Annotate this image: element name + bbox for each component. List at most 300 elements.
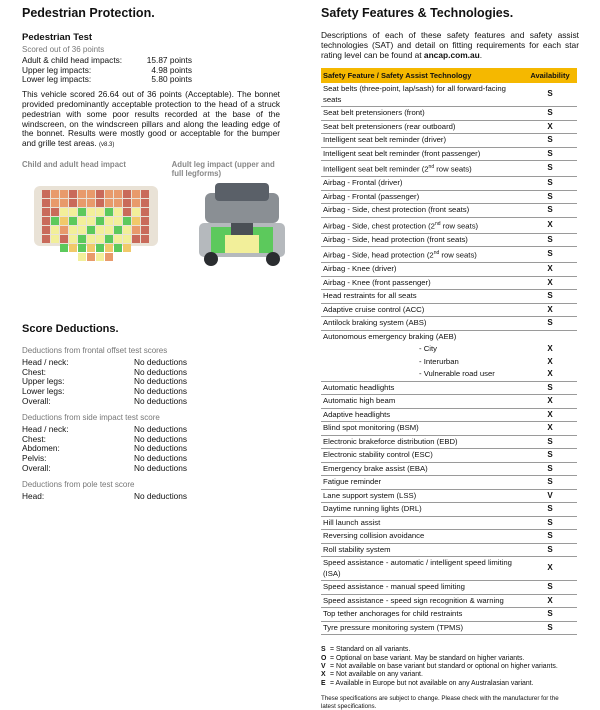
- feature-name: [321, 356, 523, 369]
- deduction-label: Head:: [22, 490, 45, 501]
- feature-name: [321, 503, 523, 517]
- feature-name: [321, 217, 523, 233]
- head-impact-cell: [60, 244, 68, 252]
- feature-text: Adaptive cruise control (ACC): [323, 304, 425, 314]
- head-impact-cell: [114, 235, 122, 243]
- availability-code: S: [523, 190, 577, 204]
- availability-code: X: [547, 356, 553, 366]
- safety-feature-row: [321, 356, 577, 369]
- deduction-value: No deductions: [134, 396, 188, 407]
- pedestrian-test-title: Pedestrian Test: [22, 32, 93, 43]
- impact-value: 5.80 points: [151, 74, 192, 85]
- feature-name: [321, 581, 523, 595]
- deduction-table: [22, 425, 187, 474]
- leg-impact-label: Adult leg impact (upper and full legforms): [171, 159, 275, 178]
- legend-code: V: [321, 663, 326, 670]
- feature-name: [321, 462, 523, 476]
- deduction-table: [22, 492, 187, 502]
- availability-code: S: [523, 516, 577, 530]
- availability-code: S: [523, 621, 577, 635]
- feature-name: [321, 161, 523, 177]
- ordinal-suffix: nd: [428, 164, 435, 170]
- head-impact-cell: [51, 235, 59, 243]
- feature-text: Daytime running lights (DRL): [323, 504, 422, 514]
- safety-features-table: [321, 68, 577, 635]
- availability-code: X: [523, 408, 577, 422]
- availability-code: X: [523, 276, 577, 290]
- feature-name: [321, 381, 523, 395]
- head-impact-cell: [96, 226, 104, 234]
- feature-text: Fatigue reminder: [323, 477, 382, 487]
- feature-text: Airbag - Side, head protection (front seats): [323, 234, 468, 244]
- left-column: [22, 6, 280, 502]
- legend-code: X: [321, 671, 326, 679]
- impact-value: 4.98 points: [151, 64, 192, 75]
- legend-code: E: [321, 679, 326, 687]
- leg-zone-adequate: [225, 235, 259, 253]
- legend-code: S: [321, 646, 326, 654]
- deduction-value: No deductions: [134, 376, 188, 387]
- legend-text: = Not available on any variant.: [330, 671, 423, 679]
- head-impact-cell: [78, 235, 86, 243]
- safety-feature-row: [321, 120, 577, 134]
- feature-name: [321, 233, 523, 247]
- head-impact-cell: [123, 244, 131, 252]
- safety-feature-row: [321, 134, 577, 148]
- impact-image-labels: [22, 160, 280, 178]
- feature-text: Antilock braking system (ABS): [323, 318, 427, 328]
- legend-text: = Not available on base variant but standard or optional on higher variants.: [330, 663, 558, 670]
- safety-feature-row: [321, 594, 577, 608]
- head-impact-cell: [78, 208, 86, 216]
- availability-code: X: [523, 395, 577, 409]
- feature-name: [321, 177, 523, 191]
- feature-name: [321, 303, 523, 317]
- deduction-value: No deductions: [134, 463, 188, 474]
- deduction-value: No deductions: [134, 453, 188, 464]
- head-impact-cell: [42, 208, 50, 216]
- feature-text: Seat belt pretensioners (front): [323, 108, 425, 117]
- feature-text: Intelligent seat belt reminder (driver): [323, 135, 447, 144]
- deduction-group-heading: Deductions from frontal offset test scores: [22, 345, 168, 355]
- head-impact-cell: [114, 244, 122, 252]
- availability-code: X: [523, 422, 577, 436]
- deduction-label: Chest:: [22, 366, 46, 377]
- head-impact-cell: [78, 190, 86, 198]
- head-impact-cell: [51, 199, 59, 207]
- feature-text: Speed assistance - automatic / intelligent speed limiting (ISA): [323, 558, 512, 578]
- feature-text: Seat belt pretensioners (rear outboard): [323, 121, 456, 131]
- head-impact-cell: [96, 190, 104, 198]
- deduction-row: [22, 464, 187, 474]
- deduction-label: Head / neck:: [22, 356, 69, 367]
- head-impact-cell: [123, 235, 131, 243]
- feature-text: - City: [419, 344, 437, 354]
- head-impact-cell: [114, 226, 122, 234]
- feature-text: Airbag - Side, chest protection (front seats): [323, 205, 470, 215]
- head-impact-cell: [96, 244, 104, 252]
- safety-feature-row: [321, 381, 577, 395]
- safety-feature-row: [321, 303, 577, 317]
- head-impact-cell: [51, 226, 59, 234]
- impact-row: [22, 75, 192, 85]
- impact-value: 15.87 points: [146, 55, 192, 65]
- head-impact-cell: [87, 235, 95, 243]
- availability-code: X: [523, 557, 577, 581]
- availability-code: S: [523, 247, 577, 263]
- head-impact-cell: [105, 244, 113, 252]
- head-impact-cell: [141, 217, 149, 225]
- feature-name: [321, 621, 523, 635]
- availability-code: S: [523, 204, 577, 218]
- availability-code: S: [523, 233, 577, 247]
- right-column: [321, 6, 579, 710]
- availability-code: X: [523, 368, 577, 381]
- safety-feature-row: [321, 408, 577, 422]
- deductions-title: Score Deductions.: [22, 322, 119, 335]
- feature-name: [321, 395, 523, 409]
- deduction-value: No deductions: [134, 366, 188, 377]
- availability-code: S: [523, 462, 577, 476]
- head-impact-cell: [87, 226, 95, 234]
- head-impact-cell: [105, 190, 113, 198]
- availability-code: S: [523, 530, 577, 544]
- deduction-value: No deductions: [134, 443, 188, 454]
- feature-text: Automatic high beam: [323, 396, 396, 406]
- head-impact-cell: [141, 190, 149, 198]
- ordinal-suffix: nd: [434, 220, 441, 227]
- feature-text-end: row seats): [440, 221, 479, 231]
- feature-text: Airbag - Knee (driver): [323, 264, 397, 274]
- impact-label: Adult & child head impacts:: [22, 55, 123, 65]
- head-impact-label: Child and adult head impact: [22, 159, 126, 169]
- head-impact-cell: [132, 235, 140, 243]
- feature-name: [321, 290, 523, 304]
- feature-name: [321, 107, 523, 121]
- safety-feature-row: [321, 543, 577, 557]
- ancap-link[interactable]: ancap.com.au: [423, 50, 480, 60]
- head-impact-cell: [51, 208, 59, 216]
- head-impact-cell: [141, 208, 149, 216]
- feature-text: Airbag - Frontal (driver): [323, 178, 403, 188]
- safety-intro-end: .: [479, 50, 483, 60]
- impact-diagrams: [22, 182, 280, 287]
- legend-text: = Optional on base variant. May be standard on higher variants.: [330, 654, 525, 662]
- availability-code: S: [523, 503, 577, 517]
- safety-feature-row: [321, 476, 577, 490]
- availability-code: S: [523, 107, 577, 121]
- availability-code: [523, 330, 577, 343]
- feature-name: [321, 608, 523, 622]
- feature-name: [321, 543, 523, 557]
- head-impact-cell: [78, 244, 86, 252]
- safety-feature-row: [321, 330, 577, 343]
- head-impact-cell: [132, 226, 140, 234]
- safety-feature-row: [321, 621, 577, 635]
- feature-name: [321, 422, 523, 436]
- head-impact-cell: [69, 208, 77, 216]
- head-impact-cell: [87, 190, 95, 198]
- safety-feature-row: [321, 343, 577, 356]
- safety-section-title: Safety Features & Technologies.: [321, 6, 514, 20]
- feature-name: [321, 276, 523, 290]
- feature-text: Blind spot monitoring (BSM): [323, 423, 419, 433]
- safety-intro-text: Descriptions of each of these safety features and safety assist technologies (SAT) and detail on fitting requirements for each star rating level can be found at: [321, 30, 579, 60]
- feature-text: - Interurban: [419, 356, 459, 366]
- feature-text: Electronic brakeforce distribution (EBD): [323, 436, 458, 446]
- feature-text: Airbag - Side, chest protection (2: [323, 221, 435, 231]
- legend-item: [321, 671, 579, 679]
- head-impact-cell: [51, 217, 59, 225]
- version-label: (v8.3): [99, 142, 115, 149]
- availability-code: S: [523, 543, 577, 557]
- deduction-label: Lower legs:: [22, 386, 65, 397]
- feature-text: Airbag - Knee (front passenger): [323, 277, 431, 287]
- head-impact-cell: [132, 217, 140, 225]
- availability-code: S: [523, 608, 577, 622]
- head-impact-cell: [123, 217, 131, 225]
- availability-code: S: [523, 476, 577, 490]
- feature-text: Roll stability system: [323, 544, 391, 554]
- safety-feature-row: [321, 368, 577, 381]
- safety-feature-row: [321, 247, 577, 263]
- deduction-value: No deductions: [134, 433, 188, 444]
- deduction-label: Overall:: [22, 396, 51, 407]
- head-impact-cell: [42, 217, 50, 225]
- head-impact-cell: [42, 190, 50, 198]
- availability-code: S: [523, 381, 577, 395]
- safety-feature-row: [321, 233, 577, 247]
- feature-name: [321, 408, 523, 422]
- legend-item: [321, 680, 579, 688]
- head-impact-cell: [105, 208, 113, 216]
- deduction-row: [22, 492, 187, 502]
- feature-text: Airbag - Frontal (passenger): [323, 191, 420, 201]
- head-impact-cell: [42, 235, 50, 243]
- availability-code: S: [523, 290, 577, 304]
- head-impact-cell: [114, 190, 122, 198]
- head-impact-cell: [123, 208, 131, 216]
- head-impact-cell: [141, 235, 149, 243]
- deduction-label: Pelvis:: [22, 453, 47, 464]
- feature-name: [321, 368, 523, 381]
- availability-code: S: [523, 317, 577, 331]
- head-impact-cell: [132, 190, 140, 198]
- safety-feature-row: [321, 190, 577, 204]
- feature-text: Seat belts (three-point, lap/sash) for all forward-facing seats: [323, 84, 506, 104]
- deduction-groups: [22, 346, 280, 502]
- feature-name: [321, 190, 523, 204]
- head-impact-cell: [60, 190, 68, 198]
- feature-text: Intelligent seat belt reminder (front passenger): [323, 148, 481, 158]
- deduction-table: [22, 358, 187, 407]
- head-impact-cell: [60, 217, 68, 225]
- safety-feature-row: [321, 557, 577, 581]
- head-impact-cell: [96, 217, 104, 225]
- head-impact-cell: [78, 199, 86, 207]
- deduction-value: No deductions: [134, 490, 188, 501]
- head-impact-cell: [105, 217, 113, 225]
- head-impact-cell: [105, 199, 113, 207]
- feature-text: Autonomous emergency braking (AEB): [323, 331, 457, 341]
- deduction-group-heading: Deductions from side impact test score: [22, 412, 160, 422]
- feature-name: [321, 204, 523, 218]
- feature-text: - Vulnerable road user: [419, 369, 495, 379]
- safety-feature-row: [321, 489, 577, 503]
- windscreen: [215, 183, 269, 201]
- head-impact-cell: [78, 217, 86, 225]
- safety-feature-row: [321, 422, 577, 436]
- deduction-group-heading: Deductions from pole test score: [22, 479, 135, 489]
- head-impact-cell: [141, 199, 149, 207]
- feature-text: Automatic headlights: [323, 382, 395, 392]
- safety-feature-row: [321, 581, 577, 595]
- head-impact-cell: [69, 244, 77, 252]
- safety-feature-row: [321, 217, 577, 233]
- feature-name: [321, 476, 523, 490]
- wheel-right: [266, 252, 280, 266]
- head-impact-cell: [51, 190, 59, 198]
- feature-text: Adaptive headlights: [323, 409, 391, 419]
- legend-item: [321, 646, 579, 654]
- safety-feature-row: [321, 263, 577, 277]
- feature-text: Top tether anchorages for child restraints: [323, 609, 463, 619]
- head-impact-cell: [96, 199, 104, 207]
- deduction-label: Overall:: [22, 463, 51, 474]
- pedestrian-summary-text: This vehicle scored 26.64 out of 36 points (Acceptable). The bonnet provided predominantly acceptable protection to the head of a struck pedestrian with some poor results recorded at the base of the windscreen, on the windscreen pillars and along the leading edge of the bonnet. Results were mostly good or acceptable for the bumper and grille test areas.: [22, 89, 280, 149]
- feature-name: [321, 516, 523, 530]
- safety-feature-row: [321, 516, 577, 530]
- head-impact-cell: [60, 226, 68, 234]
- impact-scores-table: [22, 56, 192, 85]
- head-impact-cell: [114, 208, 122, 216]
- feature-name: [321, 317, 523, 331]
- safety-feature-row: [321, 107, 577, 121]
- safety-feature-row: [321, 317, 577, 331]
- head-impact-cell: [69, 235, 77, 243]
- head-impact-cell: [87, 217, 95, 225]
- head-impact-cell: [105, 235, 113, 243]
- head-impact-cell: [123, 226, 131, 234]
- feature-text: Reversing collision avoidance: [323, 531, 425, 541]
- legend-text: = Available in Europe but not available on any Australasian variant.: [330, 679, 534, 687]
- safety-feature-row: [321, 147, 577, 161]
- safety-feature-row: [321, 83, 577, 107]
- head-impact-cell: [60, 208, 68, 216]
- feature-name: [321, 134, 523, 148]
- scored-out-label: Scored out of 36 points: [22, 45, 105, 54]
- availability-code: V: [523, 489, 577, 503]
- feature-text: Intelligent seat belt reminder (2: [323, 164, 429, 174]
- deduction-label: Head / neck:: [22, 423, 69, 434]
- availability-code: S: [523, 581, 577, 595]
- deduction-value: No deductions: [134, 356, 188, 367]
- feature-name: [321, 120, 523, 134]
- pedestrian-section-title: Pedestrian Protection.: [22, 6, 155, 20]
- feature-text: Hill launch assist: [323, 517, 381, 527]
- feature-text: Emergency brake assist (EBA): [323, 463, 428, 473]
- availability-legend: [321, 646, 579, 688]
- head-impact-cell: [123, 199, 131, 207]
- safety-feature-row: [321, 435, 577, 449]
- availability-code: S: [523, 435, 577, 449]
- leg-impact-diagram: [197, 179, 287, 269]
- impact-label: Lower leg impacts:: [22, 74, 92, 85]
- wheel-left: [204, 252, 218, 266]
- deduction-value: No deductions: [134, 386, 188, 397]
- head-impact-cell: [114, 199, 122, 207]
- feature-text: Head restraints for all seats: [323, 291, 417, 301]
- head-impact-cell: [87, 199, 95, 207]
- feature-name: [321, 247, 523, 263]
- availability-code: X: [523, 594, 577, 608]
- ordinal-suffix: nd: [433, 250, 440, 257]
- head-impact-cell: [123, 190, 131, 198]
- legend-item: [321, 655, 579, 663]
- feature-text: Speed assistance - manual speed limiting: [323, 582, 465, 592]
- deduction-row: [22, 397, 187, 407]
- availability-code: S: [523, 177, 577, 191]
- safety-feature-row: [321, 462, 577, 476]
- availability-code: X: [523, 217, 577, 233]
- availability-code: X: [547, 344, 553, 354]
- legend-code: O: [321, 654, 327, 662]
- impact-label: Upper leg impacts:: [22, 64, 92, 75]
- head-impact-cell: [132, 208, 140, 216]
- safety-feature-row: [321, 503, 577, 517]
- head-impact-cell: [132, 199, 140, 207]
- feature-name: [321, 557, 523, 581]
- head-impact-cell: [87, 253, 95, 261]
- safety-feature-row: [321, 449, 577, 463]
- safety-feature-row: [321, 177, 577, 191]
- feature-name: [321, 530, 523, 544]
- feature-text: Speed assistance - speed sign recognition & warning: [323, 595, 504, 605]
- availability-code: S: [523, 83, 577, 107]
- head-impact-cell: [96, 235, 104, 243]
- feature-text: Lane support system (LSS): [323, 490, 417, 500]
- head-impact-cell: [87, 208, 95, 216]
- head-impact-cell: [69, 199, 77, 207]
- head-impact-cell: [87, 244, 95, 252]
- head-impact-cell: [96, 208, 104, 216]
- availability-code: X: [523, 263, 577, 277]
- availability-code: S: [523, 134, 577, 148]
- feature-text: Electronic stability control (ESC): [323, 450, 433, 460]
- deduction-label: Chest:: [22, 433, 46, 444]
- head-impact-cell: [42, 226, 50, 234]
- safety-table-header: [321, 68, 577, 83]
- head-impact-cell: [78, 226, 86, 234]
- safety-feature-row: [321, 608, 577, 622]
- head-impact-cell: [69, 226, 77, 234]
- feature-name: [321, 147, 523, 161]
- availability-code: S: [523, 449, 577, 463]
- grille: [231, 223, 253, 235]
- head-impact-cell: [114, 217, 122, 225]
- deduction-label: Abdomen:: [22, 443, 60, 454]
- head-impact-cell: [141, 226, 149, 234]
- feature-name: [321, 343, 523, 356]
- deduction-value: No deductions: [134, 423, 188, 434]
- feature-name: [321, 435, 523, 449]
- safety-feature-row: [321, 530, 577, 544]
- head-impact-cell: [69, 217, 77, 225]
- availability-code: X: [523, 303, 577, 317]
- head-impact-cell: [60, 199, 68, 207]
- legend-item: [321, 663, 579, 671]
- feature-name: [321, 449, 523, 463]
